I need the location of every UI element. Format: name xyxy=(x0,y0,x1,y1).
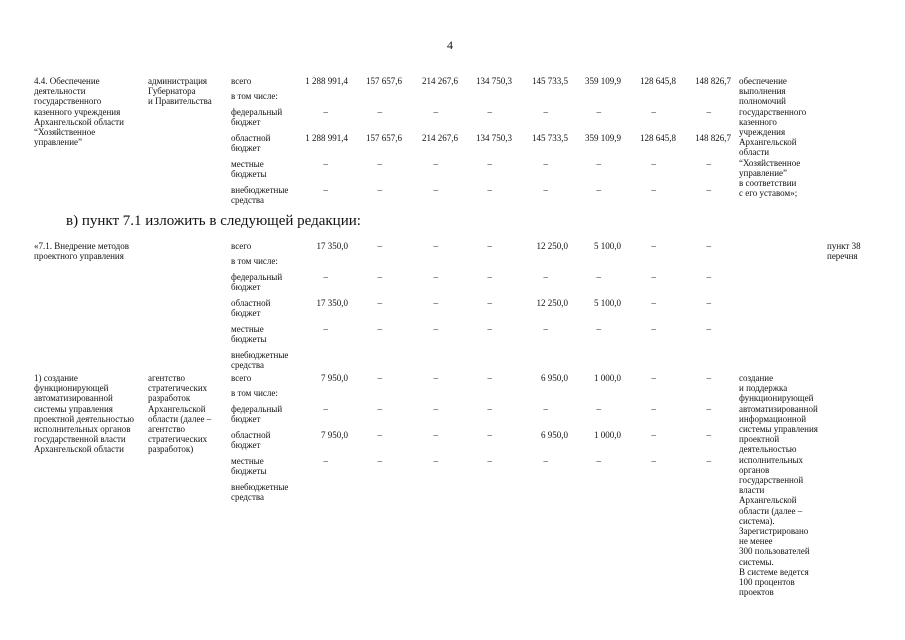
fund-source-label: местные бюджеты xyxy=(231,159,267,180)
funding-value: – xyxy=(651,241,656,251)
funding-value: – xyxy=(543,404,548,414)
funding-value: 148 826,7 xyxy=(695,133,731,143)
funding-value: – xyxy=(706,107,711,117)
activity-title: «7.1. Внедрение методов проектного управления xyxy=(34,241,129,262)
funding-value: 145 733,5 xyxy=(532,133,568,143)
funding-value: 214 267,6 xyxy=(422,76,458,86)
funding-value: – xyxy=(651,456,656,466)
funding-value: – xyxy=(433,456,438,466)
expected-result: обеспечение выполнения полномочий государственного казенного учреждения Архангельской области “Хозяйственное управление” в соответствии с его уставом»; xyxy=(739,76,807,199)
funding-value: – xyxy=(323,107,328,117)
fund-source-label: всего xyxy=(231,76,252,86)
funding-value: 128 645,8 xyxy=(640,76,676,86)
funding-value: – xyxy=(706,159,711,169)
activity-title: 1) создание функционирующей автоматизированной системы управления проектной деятельностью исполнительных органов государственной власти Архангельской области xyxy=(34,373,135,455)
funding-value: – xyxy=(487,241,492,251)
funding-value: – xyxy=(377,373,382,383)
funding-value: 214 267,6 xyxy=(422,133,458,143)
funding-value: – xyxy=(377,185,382,195)
funding-value: – xyxy=(596,456,601,466)
funding-value: – xyxy=(487,107,492,117)
funding-value: – xyxy=(651,159,656,169)
funding-value: – xyxy=(651,404,656,414)
section-heading: в) пункт 7.1 изложить в следующей редакции: xyxy=(66,213,361,229)
executor: агентство стратегических разработок Архангельской области (далее – агентство стратегических разработок) xyxy=(148,373,212,455)
funding-value: 17 350,0 xyxy=(316,241,348,251)
funding-value: – xyxy=(433,324,438,334)
fund-source-label: внебюджетные средства xyxy=(231,482,289,503)
funding-value: – xyxy=(433,107,438,117)
funding-value: – xyxy=(433,159,438,169)
funding-value: – xyxy=(543,272,548,282)
funding-value: – xyxy=(487,430,492,440)
funding-value: – xyxy=(377,159,382,169)
funding-value: – xyxy=(651,298,656,308)
fund-source-label: всего xyxy=(231,241,252,251)
funding-value: 1 000,0 xyxy=(594,373,621,383)
funding-value: 148 826,7 xyxy=(695,76,731,86)
funding-value: – xyxy=(651,324,656,334)
expected-result: создание и поддержка функционирующей автоматизированной информационной системы управления проектной деятельностью исполнительных органов государственной власти Архангельской области (далее – система). Зарегистрировано не менее 300 пользователей системы. В системе ведется 100 процентов проектов xyxy=(739,373,818,598)
fund-source-label: федеральный бюджет xyxy=(231,107,283,128)
funding-value: – xyxy=(323,404,328,414)
funding-value: – xyxy=(377,324,382,334)
fund-source-label: внебюджетные средства xyxy=(231,350,289,371)
funding-value: – xyxy=(596,404,601,414)
funding-value: – xyxy=(377,272,382,282)
funding-value: – xyxy=(706,298,711,308)
funding-value: – xyxy=(596,185,601,195)
funding-value: – xyxy=(487,185,492,195)
fund-source-label: местные бюджеты xyxy=(231,324,267,345)
funding-value: – xyxy=(433,241,438,251)
funding-value: 6 950,0 xyxy=(541,373,568,383)
funding-value: – xyxy=(433,373,438,383)
funding-value: – xyxy=(706,272,711,282)
funding-value: – xyxy=(543,159,548,169)
funding-value: 1 288 991,4 xyxy=(305,76,348,86)
funding-value: – xyxy=(487,456,492,466)
funding-value: – xyxy=(706,456,711,466)
funding-value: – xyxy=(377,107,382,117)
fund-source-label: в том числе: xyxy=(231,388,278,398)
reference-note: пункт 38 перечня xyxy=(827,241,861,262)
funding-value: – xyxy=(433,404,438,414)
executor: администрация Губернатора и Правительства xyxy=(148,76,212,107)
funding-value: 6 950,0 xyxy=(541,430,568,440)
funding-value: – xyxy=(651,373,656,383)
fund-source-label: областной бюджет xyxy=(231,133,271,154)
fund-source-label: областной бюджет xyxy=(231,298,271,319)
funding-value: – xyxy=(323,456,328,466)
funding-value: – xyxy=(487,298,492,308)
fund-source-label: в том числе: xyxy=(231,91,278,101)
funding-value: 7 950,0 xyxy=(321,430,348,440)
fund-source-label: областной бюджет xyxy=(231,430,271,451)
funding-value: 134 750,3 xyxy=(476,76,512,86)
funding-value: 12 250,0 xyxy=(536,241,568,251)
funding-value: 1 288 991,4 xyxy=(305,133,348,143)
funding-value: – xyxy=(323,185,328,195)
funding-value: – xyxy=(487,272,492,282)
funding-value: 157 657,6 xyxy=(366,76,402,86)
fund-source-label: в том числе: xyxy=(231,256,278,266)
funding-value: – xyxy=(706,241,711,251)
funding-value: 7 950,0 xyxy=(321,373,348,383)
funding-value: – xyxy=(651,272,656,282)
funding-value: – xyxy=(706,373,711,383)
funding-value: – xyxy=(377,298,382,308)
funding-value: – xyxy=(487,159,492,169)
funding-value: – xyxy=(433,298,438,308)
funding-value: – xyxy=(433,185,438,195)
funding-value: – xyxy=(706,430,711,440)
funding-value: 17 350,0 xyxy=(316,298,348,308)
funding-value: – xyxy=(323,272,328,282)
fund-source-label: всего xyxy=(231,373,252,383)
funding-value: 134 750,3 xyxy=(476,133,512,143)
funding-value: 359 109,9 xyxy=(585,76,621,86)
funding-value: – xyxy=(433,430,438,440)
funding-value: – xyxy=(487,324,492,334)
funding-value: 157 657,6 xyxy=(366,133,402,143)
funding-value: – xyxy=(377,456,382,466)
funding-value: – xyxy=(596,107,601,117)
funding-value: 359 109,9 xyxy=(585,133,621,143)
funding-value: 145 733,5 xyxy=(532,76,568,86)
funding-value: – xyxy=(651,430,656,440)
funding-value: 5 100,0 xyxy=(594,298,621,308)
fund-source-label: местные бюджеты xyxy=(231,456,267,477)
fund-source-label: федеральный бюджет xyxy=(231,272,283,293)
activity-title: 4.4. Обеспечение деятельности государственного казенного учреждения Архангельской области “Хозяйственное управление” xyxy=(34,76,124,148)
funding-value: – xyxy=(651,185,656,195)
funding-value: – xyxy=(706,324,711,334)
funding-value: 128 645,8 xyxy=(640,133,676,143)
funding-value: 5 100,0 xyxy=(594,241,621,251)
funding-value: – xyxy=(433,272,438,282)
funding-value: – xyxy=(487,373,492,383)
fund-source-label: федеральный бюджет xyxy=(231,404,283,425)
funding-value: – xyxy=(543,324,548,334)
funding-value: – xyxy=(651,107,656,117)
funding-value: – xyxy=(543,185,548,195)
page-number: 4 xyxy=(447,38,453,52)
funding-value: – xyxy=(596,272,601,282)
funding-value: – xyxy=(706,185,711,195)
funding-value: – xyxy=(543,107,548,117)
funding-value: – xyxy=(377,430,382,440)
funding-value: 1 000,0 xyxy=(594,430,621,440)
funding-value: – xyxy=(487,404,492,414)
funding-value: – xyxy=(596,324,601,334)
funding-value: – xyxy=(706,404,711,414)
funding-value: – xyxy=(596,159,601,169)
funding-value: – xyxy=(323,159,328,169)
funding-value: 12 250,0 xyxy=(536,298,568,308)
funding-value: – xyxy=(543,456,548,466)
fund-source-label: внебюджетные средства xyxy=(231,185,289,206)
funding-value: – xyxy=(323,324,328,334)
funding-value: – xyxy=(377,404,382,414)
funding-value: – xyxy=(377,241,382,251)
